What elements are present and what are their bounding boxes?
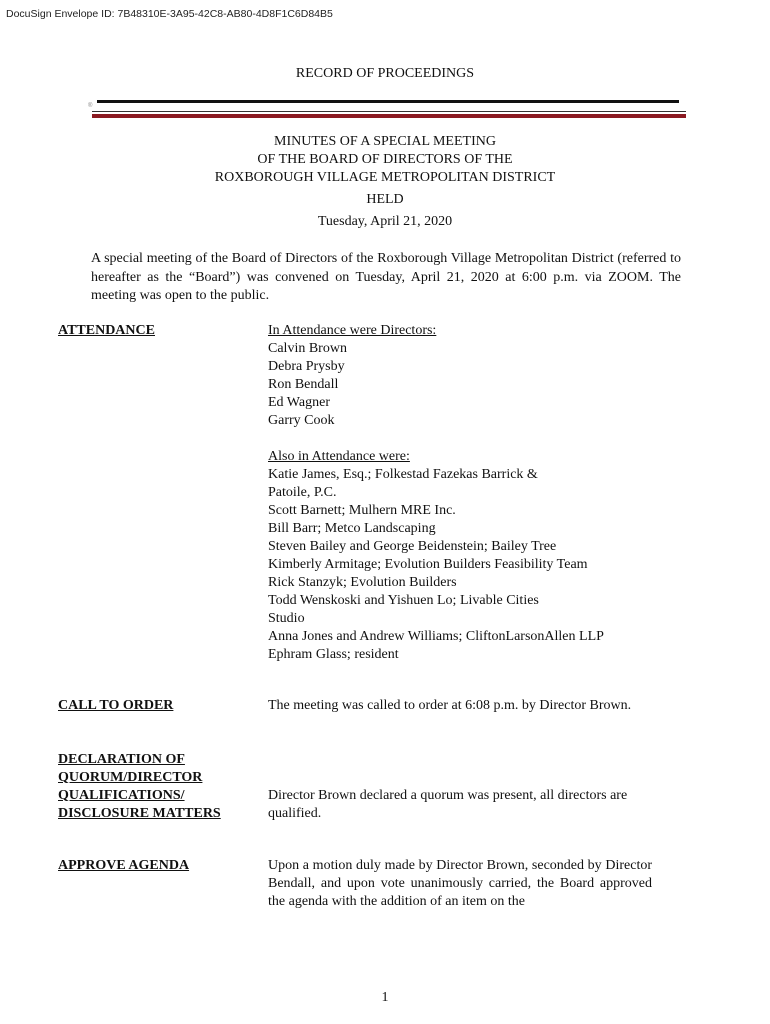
meeting-date: Tuesday, April 21, 2020 (317, 214, 453, 229)
director-name: Calvin Brown (268, 341, 347, 356)
attendee: Rick Stanzyk; Evolution Builders (268, 575, 457, 590)
docusign-envelope-id: DocuSign Envelope ID: 7B48310E-3A95-42C8-AB80-4D8F1C6D84B5 (6, 8, 333, 20)
attendee: Ephram Glass; resident (268, 647, 399, 662)
attendee: Scott Barnett; Mulhern MRE Inc. (268, 503, 456, 518)
attendee: Bill Barr; Metco Landscaping (268, 521, 436, 536)
director-name: Ron Bendall (268, 377, 339, 392)
director-name: Garry Cook (268, 413, 335, 428)
record-title: RECORD OF PROCEEDINGS (295, 66, 475, 81)
declaration-heading-line: DECLARATION OF (58, 752, 185, 767)
attendee: Studio (268, 611, 305, 626)
attendee: Anna Jones and Andrew Williams; CliftonLarsonAllen LLP (268, 629, 604, 644)
attendee: Patoile, P.C. (268, 485, 337, 500)
declaration-heading-line: DISCLOSURE MATTERS (58, 806, 221, 821)
declaration-heading-line: QUORUM/DIRECTOR (58, 770, 203, 785)
intro-paragraph: A special meeting of the Board of Directors of the Roxborough Village Metropolitan District (referred to hereafter as the “Board”) was convened on Tuesday, April 21, 2020 at 6:00 p.m. via ZOOM. The meeting was open to the public. (91, 251, 681, 303)
call-to-order-text: The meeting was called to order at 6:08 p.m. by Director Brown. (268, 698, 632, 713)
declaration-heading (58, 751, 221, 823)
declaration-heading-line: QUALIFICATIONS/ (58, 788, 185, 803)
also-attendance-label: Also in Attendance were: (268, 449, 410, 464)
attendee: Kimberly Armitage; Evolution Builders Feasibility Team (268, 557, 588, 572)
registered-mark: ® (88, 103, 93, 109)
declaration-text: Director Brown declared a quorum was present, all directors are qualified. (268, 788, 628, 821)
directors-label: In Attendance were Directors: (268, 323, 437, 338)
director-name: Ed Wagner (268, 395, 330, 410)
attendee: Todd Wenskoski and Yishuen Lo; Livable Cities (268, 593, 539, 608)
attendance-section (268, 322, 652, 664)
header-rule-black (97, 100, 679, 103)
page-number: 1 (381, 990, 389, 1005)
minutes-line-3: ROXBOROUGH VILLAGE METROPOLITAN DISTRICT (214, 170, 556, 185)
minutes-line-2: OF THE BOARD OF DIRECTORS OF THE (257, 152, 513, 167)
attendee: Katie James, Esq.; Folkestad Fazekas Barrick & (268, 467, 538, 482)
spacer (268, 430, 652, 448)
minutes-line-1: MINUTES OF A SPECIAL MEETING (274, 134, 496, 149)
attendee: Steven Bailey and George Beidenstein; Bailey Tree (268, 539, 557, 554)
attendance-heading: ATTENDANCE (58, 323, 155, 338)
minutes-line-4: HELD (366, 192, 404, 207)
header-rule-thin (92, 111, 686, 112)
header-rule-red (92, 114, 686, 118)
director-name: Debra Prysby (268, 359, 345, 374)
call-to-order-heading: CALL TO ORDER (58, 698, 174, 713)
approve-agenda-text: Upon a motion duly made by Director Brown, seconded by Director Bendall, and upon vote unanimously carried, the Board approved the agenda with the addition of an item on the (268, 858, 652, 909)
approve-agenda-heading: APPROVE AGENDA (58, 858, 190, 873)
